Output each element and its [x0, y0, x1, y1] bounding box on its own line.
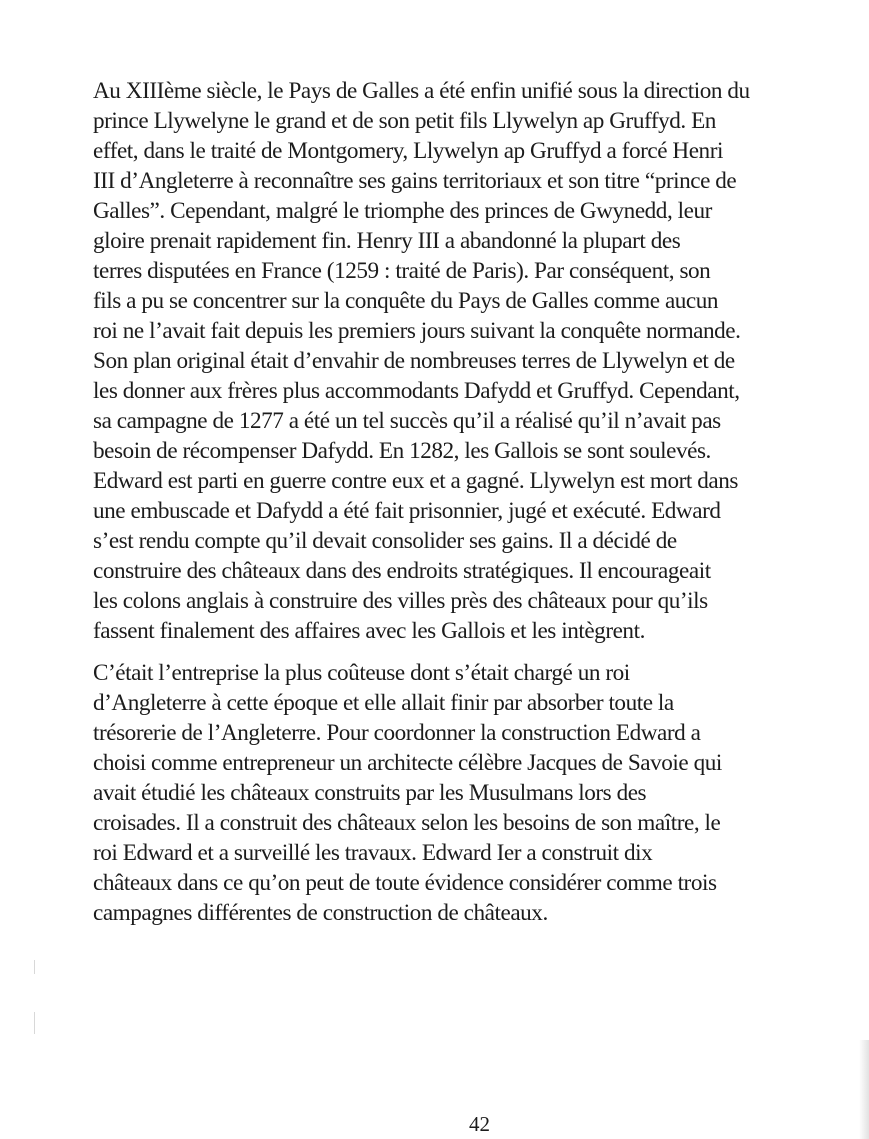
text-line: fils a pu se concentrer sur la conquête du Pays de Galles comme aucun [93, 288, 719, 314]
text-line: gloire prenait rapidement fin. Henry III a abandonné la plupart des [93, 228, 681, 254]
scan-edge-shadow [859, 1040, 869, 1139]
text-line: terres disputées en France (1259 : traité de Paris). Par conséquent, son [93, 258, 711, 284]
text-line: croisades. Il a construit des châteaux selon les besoins de son maître, le [93, 810, 721, 836]
text-line: les colons anglais à construire des villes près des châteaux pour qu’ils [93, 588, 708, 614]
text-line: Galles”. Cependant, malgré le triomphe des princes de Gwynedd, leur [93, 198, 712, 224]
text-line: une embuscade et Dafydd a été fait prisonnier, jugé et exécuté. Edward [93, 498, 721, 524]
text-line: Son plan original était d’envahir de nombreuses terres de Llywelyn et de [93, 348, 735, 374]
page-number: 42 [469, 1112, 490, 1136]
text-line: s’est rendu compte qu’il devait consolider ses gains. Il a décidé de [93, 528, 677, 554]
paragraph-2 [93, 658, 863, 928]
text-line: III d’Angleterre à reconnaître ses gains territoriaux et son titre “prince de [93, 168, 737, 194]
text-line: effet, dans le traité de Montgomery, Llywelyn ap Gruffyd a forcé Henri [93, 138, 723, 164]
text-line: choisi comme entrepreneur un architecte célèbre Jacques de Savoie qui [93, 750, 722, 776]
text-line: fassent finalement des affaires avec les Gallois et les intègrent. [93, 618, 645, 644]
scan-artifact [34, 1012, 35, 1034]
text-line: trésorerie de l’Angleterre. Pour coordonner la construction Edward a [93, 720, 701, 746]
text-line: besoin de récompenser Dafydd. En 1282, les Gallois se sont soulevés. [93, 438, 711, 464]
text-line: prince Llywelyne le grand et de son petit fils Llywelyn ap Gruffyd. En [93, 108, 716, 134]
text-line: avait étudié les châteaux construits par les Musulmans lors des [93, 780, 647, 806]
text-line: les donner aux frères plus accommodants Dafydd et Gruffyd. Cependant, [93, 378, 740, 404]
text-line: châteaux dans ce qu’on peut de toute évidence considérer comme trois [93, 870, 717, 896]
text-line: roi ne l’avait fait depuis les premiers jours suivant la conquête normande. [93, 318, 741, 344]
text-line: Au XIIIème siècle, le Pays de Galles a été enfin unifié sous la direction du [93, 78, 750, 104]
text-line: sa campagne de 1277 a été un tel succès qu’il a réalisé qu’il n’avait pas [93, 408, 721, 434]
text-line: campagnes différentes de construction de châteaux. [93, 900, 548, 926]
text-line: roi Edward et a surveillé les travaux. Edward Ier a construit dix [93, 840, 653, 866]
text-line: Edward est parti en guerre contre eux et a gagné. Llywelyn est mort dans [93, 468, 738, 494]
text-line: C’était l’entreprise la plus coûteuse dont s’était chargé un roi [93, 660, 630, 686]
scan-artifact [34, 960, 35, 974]
text-line: d’Angleterre à cette époque et elle allait finir par absorber toute la [93, 690, 674, 716]
paragraph-1 [93, 76, 863, 646]
text-line: construire des châteaux dans des endroits stratégiques. Il encourageait [93, 558, 711, 584]
